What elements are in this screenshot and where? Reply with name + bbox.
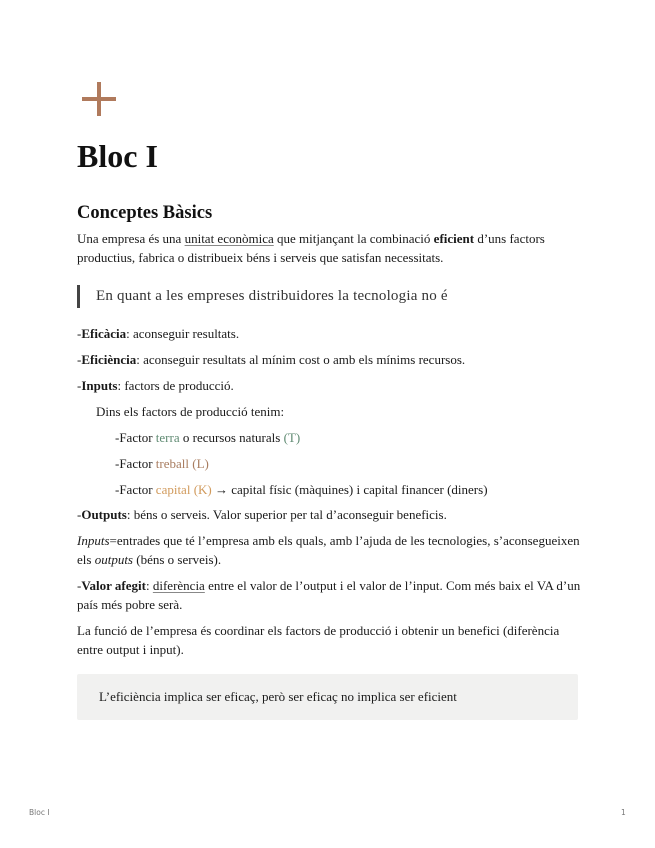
plus-icon [80, 81, 118, 119]
callout-box [77, 674, 578, 720]
inputs-paragraph: Inputs=entrades que té l’empresa amb els quals, amb l’ajuda de les tecnologies, s’aconsegueixen els outputs (béns o serveis). [77, 533, 580, 567]
definition-eficacia: -Eficàcia: aconseguir resultats. [77, 326, 240, 341]
page-title: Bloc I [77, 138, 158, 174]
definition-outputs: -Outputs: béns o serveis. Valor superior per tal d’aconseguir beneficis. [77, 507, 447, 522]
definition-valor-afegit: -Valor afegit: diferència entre el valor de l’output i el valor de l’input. Com més baix el VA d’un país més pobre serà. [77, 578, 581, 612]
definition-eficiencia: -Eficiència: aconseguir resultats al mínim cost o amb els mínims recursos. [77, 352, 466, 367]
section-heading: Conceptes Bàsics [77, 203, 213, 223]
bold-term: eficient [433, 231, 475, 246]
callout-text: L’eficiència implica ser eficaç, però ser eficaç no implica ser eficient [99, 689, 457, 704]
definition-inputs: -Inputs: factors de producció. [77, 378, 234, 393]
underlined-term: unitat econòmica [184, 231, 274, 246]
funcio-paragraph: La funció de l’empresa és coordinar els factors de producció i obtenir un benefici (diferència entre output i input). [77, 623, 560, 657]
factor-treball: -Factor treball (L) [115, 456, 209, 471]
factor-capital: -Factor capital (K) → capital físic (màquines) i capital financer (diners) [115, 482, 488, 497]
footer-title: Bloc I [29, 808, 50, 817]
factors-intro: Dins els factors de producció tenim: [96, 404, 285, 419]
page-number: 1 [621, 808, 626, 817]
intro-paragraph: Una empresa és una unitat econòmica que mitjançant la combinació eficient d’uns factors productius, fabrica o distribueix béns i serveis que satisfan necessitats. [77, 231, 545, 265]
factor-terra: -Factor terra o recursos naturals (T) [115, 430, 301, 445]
block-quote: En quant a les empreses distribuidores la tecnologia no é [77, 285, 448, 308]
